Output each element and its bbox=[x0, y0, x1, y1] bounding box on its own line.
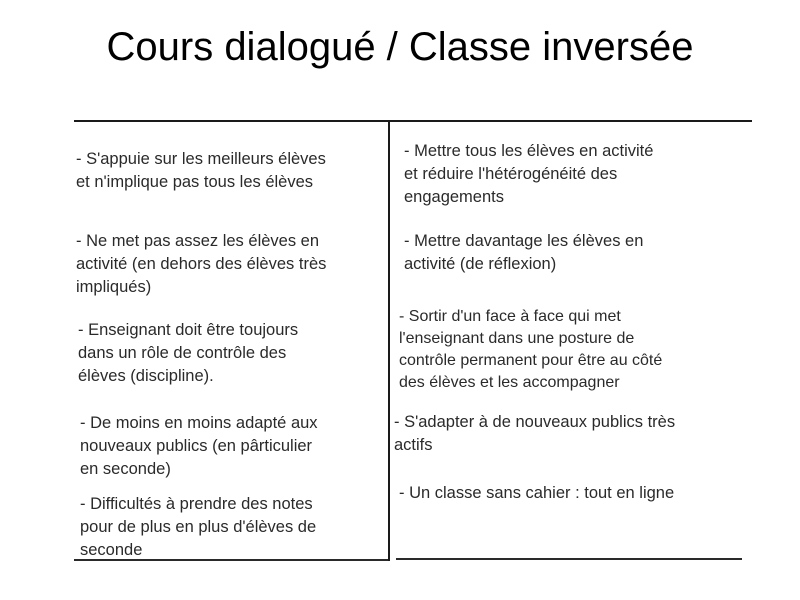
right-item-activite-tous: - Mettre tous les élèves en activité et réduire l'hétérogénéité des engagements bbox=[404, 142, 654, 206]
right-item-reflexion: - Mettre davantage les élèves en activité (de réflexion) bbox=[404, 232, 644, 273]
left-item-prise-de-notes: - Difficultés à prendre des notes pour de plus en plus d'élèves de seconde bbox=[80, 495, 317, 559]
top-rule bbox=[74, 120, 752, 122]
column-divider bbox=[388, 121, 390, 561]
left-item-appui-meilleurs-eleves: - S'appuie sur les meilleurs élèves et n'implique pas tous les élèves bbox=[76, 150, 326, 191]
bottom-rule-right bbox=[396, 558, 742, 560]
slide-title: Cours dialogué / Classe inversée bbox=[106, 25, 694, 69]
left-item-activite-insuffisante: - Ne met pas assez les élèves en activité (en dehors des élèves très impliqués) bbox=[76, 232, 327, 296]
right-item-classe-sans-cahier: - Un classe sans cahier : tout en ligne bbox=[399, 484, 675, 502]
right-item-publics-actifs: - S'adapter à de nouveaux publics très actifs bbox=[394, 413, 676, 454]
left-item-role-controle: - Enseignant doit être toujours dans un rôle de contrôle des élèves (discipline). bbox=[78, 321, 299, 385]
comparison-table-image bbox=[74, 118, 754, 562]
right-item-face-a-face: - Sortir d'un face à face qui met l'enseignant dans une posture de contrôle permanent pour être au côté des élèves et les accompagner bbox=[399, 308, 663, 391]
left-item-nouveaux-publics: - De moins en moins adapté aux nouveaux publics (en pârticulier en seconde) bbox=[80, 414, 318, 478]
